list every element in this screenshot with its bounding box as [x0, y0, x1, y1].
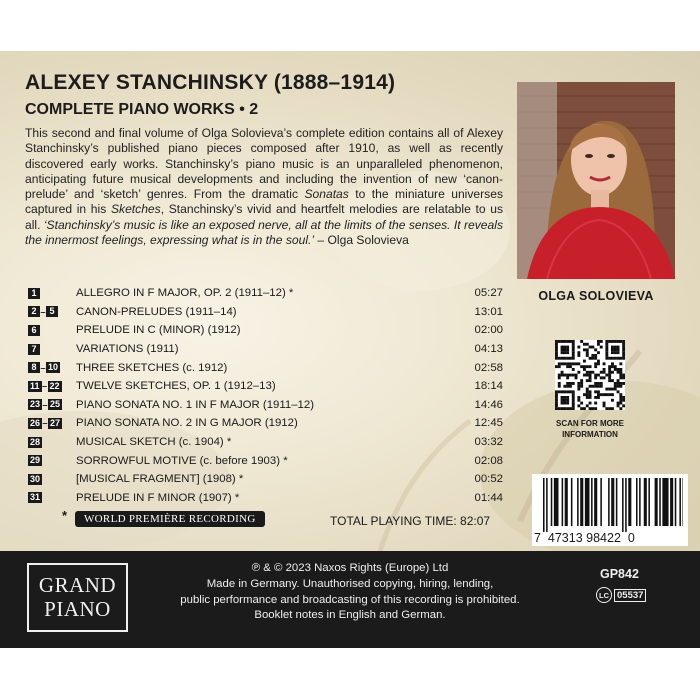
description-emphasis-sketches: Sketches [110, 202, 161, 217]
description-emphasis-sonatas: Sonatas [304, 187, 349, 202]
grand-piano-logo [27, 563, 128, 632]
track-start-box: 28 [30, 436, 41, 447]
track-duration: 03:32 [474, 436, 503, 449]
lc-number: 05537 [614, 589, 646, 602]
track-duration: 02:58 [474, 361, 503, 374]
lc-icon: LC [596, 587, 612, 603]
track-start-box: 11 [30, 380, 40, 391]
barcode [532, 474, 688, 546]
track-duration: 12:45 [474, 417, 503, 430]
description-attribution: – Olga Solovieva [314, 233, 409, 248]
track-number: 11 – 22 [30, 380, 60, 392]
track-number: 2 – 5 [28, 306, 76, 317]
barcode-bars [537, 478, 683, 532]
artist-portrait-image [517, 82, 675, 279]
track-start-box: 23 [30, 399, 41, 410]
track-start-box: 30 [30, 473, 41, 484]
track-start-box: 8 [28, 362, 40, 373]
track-row [28, 377, 503, 396]
track-end-box: 27 [50, 417, 61, 428]
world-premiere-badge: WORLD PREMIÈRE RECORDING [75, 511, 265, 527]
legal-notice [140, 561, 560, 624]
description-quote: ‘Stanchinsky’s music is like an exposed nerve, all at the limits of the senses. It reveals the innermost feelings, expressing what is in the soul.’ [25, 217, 503, 248]
track-title: MUSICAL SKETCH (c. 1904) * [76, 436, 232, 449]
logo-line-1: GRAND [38, 573, 117, 597]
track-number: 26 – 27 [30, 417, 61, 429]
track-number [28, 344, 76, 355]
track-title: PIANO SONATA NO. 2 IN G MAJOR (1912) [76, 417, 298, 430]
track-end-box: 10 [48, 362, 59, 373]
track-row [28, 358, 503, 377]
album-description [25, 126, 503, 248]
catalog-number: GP842 [600, 567, 639, 581]
track-duration: 05:27 [474, 287, 503, 300]
track-start-box: 6 [28, 325, 40, 336]
track-row [28, 321, 503, 340]
background-painting [0, 51, 700, 551]
artist-photo [517, 82, 675, 279]
logo-line-2: PIANO [44, 597, 111, 621]
track-number: 8 – 10 [28, 362, 76, 373]
legal-line: ℗ & © 2023 Naxos Rights (Europe) Ltd [251, 562, 449, 574]
track-start-box: 26 [30, 417, 41, 428]
qr-code-graphic [555, 340, 625, 410]
track-start-box: 31 [30, 492, 41, 503]
track-duration: 01:44 [474, 491, 503, 504]
track-duration: 14:46 [474, 398, 503, 411]
label-code [596, 587, 646, 603]
track-start-box: 1 [28, 288, 40, 299]
track-duration: 04:13 [474, 343, 503, 356]
track-row [28, 489, 503, 508]
description-text-1: This second and final volume of Olga Solovieva’s complete edition contains all of Alexey Stanchinsky’s published piano pieces composed after 1910, as well as recently discovered early works. Stanchinsky’s piano music is an unparalleled phenomenon, anticipating future musical developments and including the invention of new ‘canon-prelude’ and ‘sketch’ genres. From the dramatic [25, 126, 503, 202]
qr-caption [530, 418, 650, 440]
description-text-2: to the miniature universes captured in his [25, 187, 503, 217]
track-number [28, 437, 76, 448]
album-title: ALEXEY STANCHINSKY (1888–1914) [25, 71, 396, 94]
premiere-asterisk: * [62, 508, 68, 523]
track-title: PRELUDE IN C (MINOR) (1912) [76, 324, 241, 337]
track-number: 23 – 25 [30, 399, 61, 410]
barcode-number: 7 47313 98422 0 [534, 531, 635, 545]
track-title: [MUSICAL FRAGMENT] (1908) * [76, 473, 244, 486]
footer [0, 551, 700, 648]
track-start-box: 29 [30, 455, 41, 466]
track-number [28, 474, 76, 485]
track-title: PIANO SONATA NO. 1 IN F MAJOR (1911–12) [76, 398, 314, 411]
track-number [28, 492, 76, 503]
track-number [28, 325, 76, 336]
artist-name: OLGA SOLOVIEVA [538, 289, 654, 303]
total-playing-time: TOTAL PLAYING TIME: 82:07 [330, 514, 491, 528]
track-duration: 02:00 [474, 324, 503, 337]
track-title: VARIATIONS (1911) [76, 343, 179, 356]
track-end-box: 22 [49, 380, 60, 391]
legal-line: Booklet notes in English and German. [254, 609, 446, 622]
description-text-3: , Stanchinsky’s vivid and heartfelt melodies are relatable to us all. [25, 202, 503, 232]
track-row [28, 414, 503, 433]
track-end-box: 25 [50, 399, 61, 410]
qr-caption-line-1: SCAN FOR MORE [556, 419, 624, 428]
track-title: THREE SKETCHES (c. 1912) [76, 361, 228, 374]
track-duration: 02:08 [474, 454, 503, 467]
track-title: PRELUDE IN F MINOR (1907) * [76, 491, 240, 504]
track-title: TWELVE SKETCHES, OP. 1 (1912–13) [76, 380, 276, 393]
qr-code[interactable] [555, 340, 625, 410]
track-number [28, 288, 76, 299]
track-row [28, 396, 503, 415]
track-end-box: 5 [46, 306, 58, 317]
album-subtitle: COMPLETE PIANO WORKS • 2 [25, 101, 259, 118]
track-title: SORROWFUL MOTIVE (c. before 1903) * [76, 454, 288, 467]
track-row [28, 451, 503, 470]
track-number [28, 455, 76, 466]
cd-back-cover [0, 51, 700, 648]
track-start-box: 2 [28, 306, 40, 317]
track-row [28, 470, 503, 489]
track-row [28, 303, 503, 322]
qr-caption-line-2: INFORMATION [562, 430, 618, 439]
track-duration: 13:01 [474, 305, 503, 318]
track-start-box: 7 [28, 344, 40, 355]
legal-line: Made in Germany. Unauthorised copying, hiring, lending, [206, 577, 494, 590]
track-row [28, 284, 503, 303]
track-duration: 00:52 [474, 473, 503, 486]
track-title: CANON-PRELUDES (1911–14) [76, 305, 237, 318]
track-row [28, 340, 503, 359]
track-title: ALLEGRO IN F MAJOR, OP. 2 (1911–12) * [76, 287, 294, 300]
legal-line: public performance and broadcasting of this recording is prohibited. [180, 593, 520, 606]
track-duration: 18:14 [474, 380, 503, 393]
track-row [28, 433, 503, 452]
track-list [28, 284, 503, 507]
